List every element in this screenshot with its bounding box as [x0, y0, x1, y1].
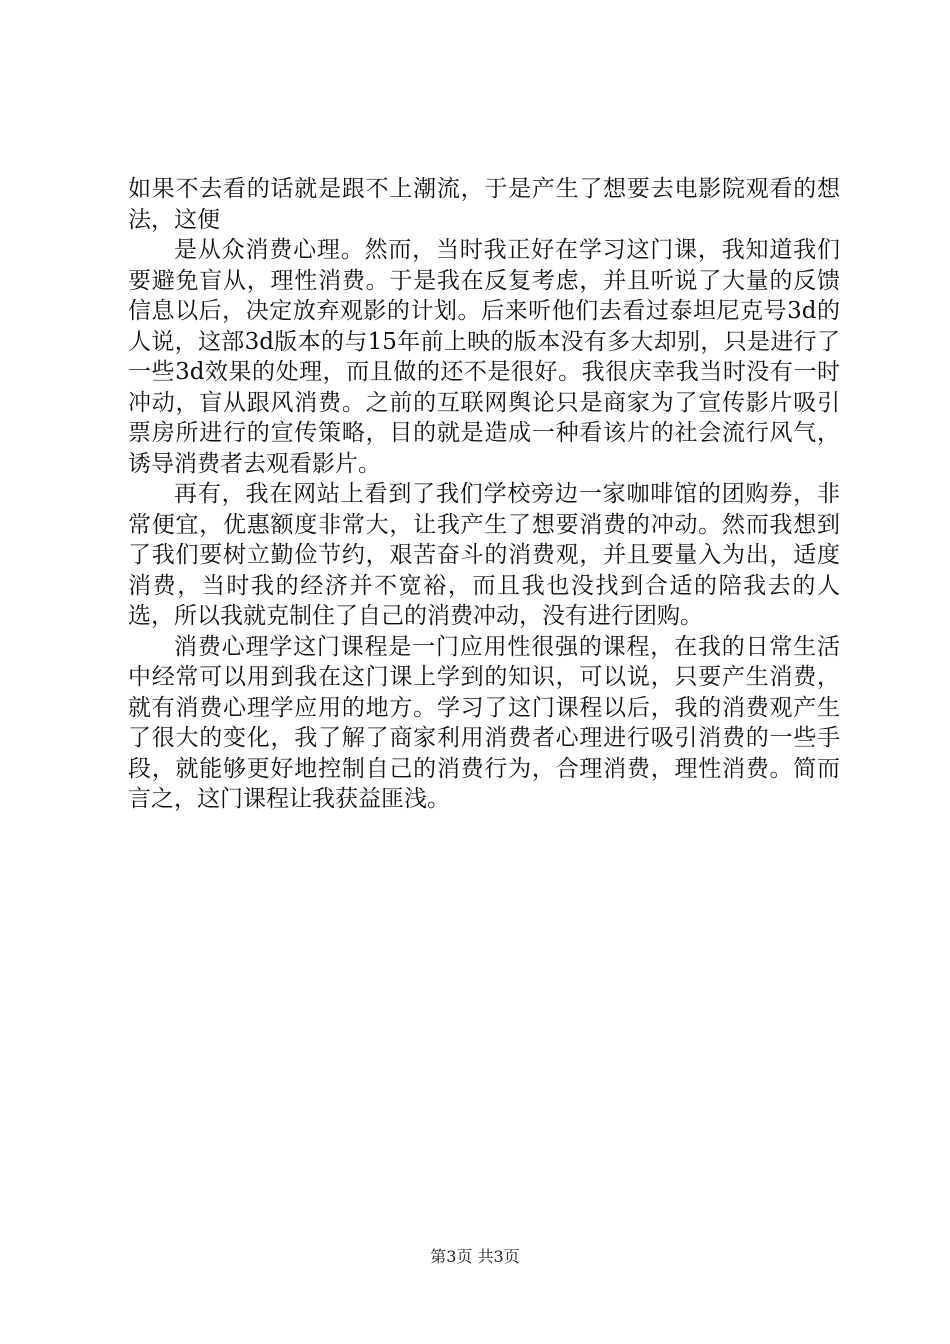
page-number: 第3页 共3页: [430, 1247, 520, 1266]
paragraph-continued: 如果不去看的话就是跟不上潮流，于是产生了想要去电影院观看的想法，这便: [128, 176, 840, 233]
body-text: [128, 174, 840, 815]
paragraph-group-buy: 再有，我在网站上看到了我们学校旁边一家咖啡馆的团购券，非常便宜，优惠额度非常大，让我产生了想要消费的冲动。然而我想到了我们要树立勤俭节约，艰苦奋斗的消费观，并且要量入为出，适度消费，当时我的经济并不宽裕，而且我也没找到合适的陪我去的人选，所以我就克制住了自己的消费冲动，没有进行团购。: [128, 481, 840, 629]
paragraph-conclusion: 消费心理学这门课程是一门应用性很强的课程，在我的日常生活中经常可以用到我在这门课上学到的知识，可以说，只要产生消费，就有消费心理学应用的地方。学习了这门课程以后，我的消费观产生了很大的变化，我了解了商家利用消费者心理进行吸引消费的一些手段，就能够更好地控制自己的消费行为，合理消费，理性消费。简而言之，这门课程让我获益匪浅。: [128, 633, 840, 812]
paragraph-conformity: 是从众消费心理。然而，当时我正好在学习这门课，我知道我们要避免盲从，理性消费。于是我在反复考虑，并且听说了大量的反馈信息以后，决定放弃观影的计划。后来听他们去看过泰坦尼克号3d的人说，这部3d版本的与15年前上映的版本没有多大却别，只是进行了一些3d效果的处理，而且做的还不是很好。我很庆幸我当时没有一时冲动，盲从跟风消费。之前的互联网舆论只是商家为了宣传影片吸引票房所进行的宣传策略，目的就是造成一种看该片的社会流行风气，诱导消费者去观看影片。: [128, 237, 840, 477]
